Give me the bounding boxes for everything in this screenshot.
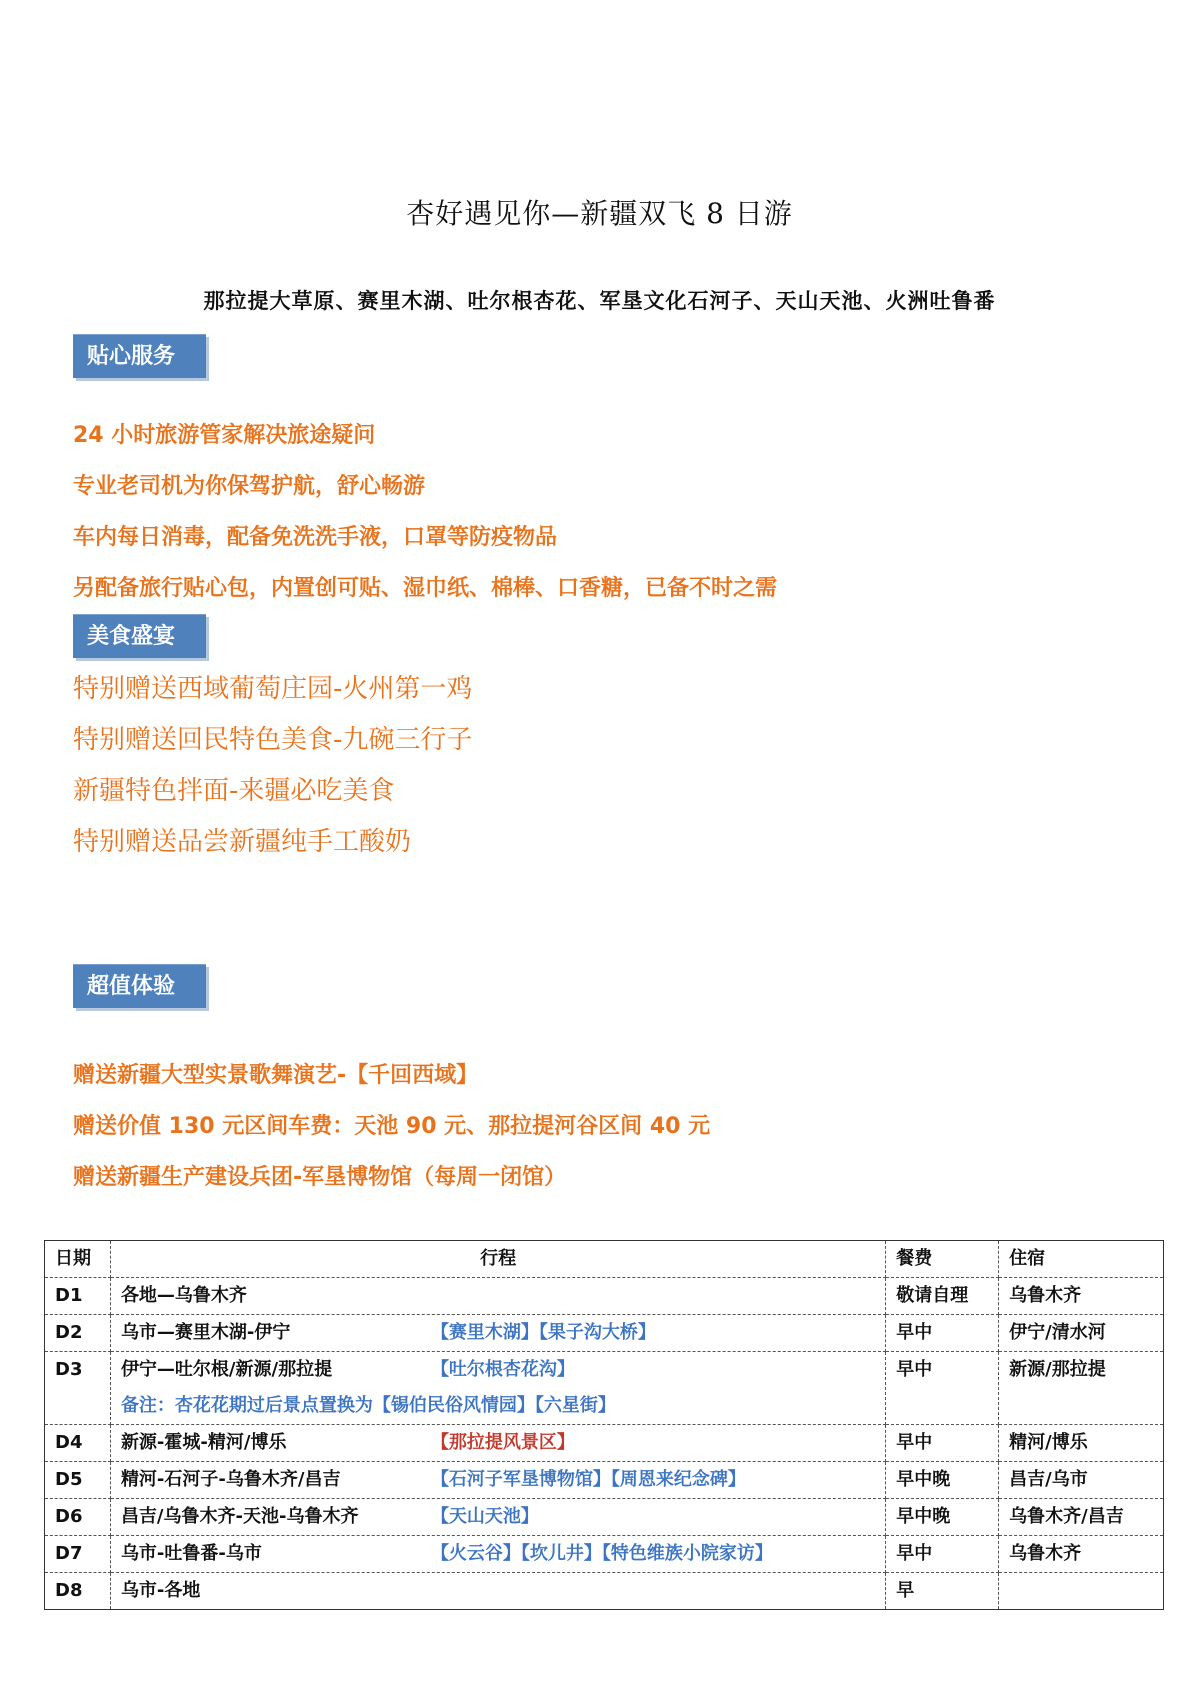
row-route: 各地—乌鲁木齐 [120, 1285, 247, 1306]
service-list [73, 410, 777, 614]
list-item: 特别赠送回民特色美食-九碗三行子 [73, 725, 473, 755]
row-day: D7 [45, 1536, 111, 1573]
row-route: 乌市-吐鲁番-乌市 [120, 1543, 262, 1564]
header-stay: 住宿 [999, 1241, 1164, 1278]
row-route: 伊宁—吐尔根/新源/那拉提 [120, 1359, 333, 1380]
row-stay: 乌鲁木齐/昌吉 [999, 1499, 1164, 1536]
food-list [73, 664, 472, 868]
list-item: 车内每日消毒，配备免洗洗手液，口罩等防疫物品 [73, 525, 558, 550]
list-item: 专业老司机为你保驾护航，舒心畅游 [73, 474, 426, 499]
page-title: 杏好遇见你—新疆双飞 8 日游 [406, 197, 793, 230]
header-route: 行程 [110, 1241, 885, 1278]
row-route: 乌市—赛里木湖-伊宁 [120, 1322, 291, 1343]
table-header-row [45, 1241, 1164, 1278]
header-day: 日期 [45, 1241, 111, 1278]
list-item: 24 小时旅游管家解决旅途疑问 [73, 423, 376, 448]
row-day: D4 [45, 1425, 111, 1462]
row-stay: 新源/那拉提 [999, 1352, 1164, 1425]
row-day: D6 [45, 1499, 111, 1536]
row-sights: 【赛里木湖】【果子沟大桥】 [430, 1322, 656, 1343]
row-day: D1 [45, 1278, 111, 1315]
section-tag-value: 超值体验 [73, 964, 206, 1008]
row-meals: 敬请自理 [886, 1278, 999, 1315]
row-sights: 【天山天池】 [430, 1506, 539, 1527]
row-meals: 早中晚 [886, 1499, 999, 1536]
row-stay: 乌鲁木齐 [999, 1278, 1164, 1315]
row-day: D3 [45, 1352, 111, 1425]
row-stay: 昌吉/乌市 [999, 1462, 1164, 1499]
list-item: 另配备旅行贴心包，内置创可贴、湿巾纸、棉棒、口香糖，已备不时之需 [73, 576, 778, 601]
header-meals: 餐费 [886, 1241, 999, 1278]
row-meals: 早中晚 [886, 1462, 999, 1499]
list-item: 赠送新疆生产建设兵团-军垦博物馆（每周一闭馆） [73, 1165, 567, 1190]
table-row [45, 1573, 1164, 1610]
row-meals: 早 [886, 1573, 999, 1610]
table-row [45, 1536, 1164, 1573]
row-meals: 早中 [886, 1536, 999, 1573]
list-item: 特别赠送品尝新疆纯手工酸奶 [73, 827, 412, 857]
row-sights: 【那拉提风景区】 [430, 1432, 575, 1453]
row-day: D5 [45, 1462, 111, 1499]
row-day: D8 [45, 1573, 111, 1610]
row-meals: 早中 [886, 1352, 999, 1425]
list-item: 赠送价值 130 元区间车费：天池 90 元、那拉提河谷区间 40 元 [73, 1114, 711, 1139]
row-route: 乌市-各地 [120, 1580, 201, 1601]
row-route: 昌吉/乌鲁木齐-天池-乌鲁木齐 [120, 1506, 359, 1527]
list-item: 特别赠送西域葡萄庄园-火州第一鸡 [73, 674, 473, 704]
table-row [45, 1499, 1164, 1536]
itinerary-table [44, 1240, 1164, 1610]
row-stay: 乌鲁木齐 [999, 1536, 1164, 1573]
row-day: D2 [45, 1315, 111, 1352]
section-tag-food: 美食盛宴 [73, 614, 206, 658]
page-subtitle: 那拉提大草原、赛里木湖、吐尔根杏花、军垦文化石河子、天山天池、火洲吐鲁番 [203, 289, 996, 313]
table-row [45, 1315, 1164, 1352]
row-note: 备注：杏花花期过后景点置换为【锡伯民俗风情园】【六星街】 [120, 1395, 616, 1416]
section-tag-service: 贴心服务 [73, 334, 206, 378]
row-route: 精河-石河子-乌鲁木齐/昌吉 [120, 1469, 341, 1490]
list-item: 赠送新疆大型实景歌舞演艺-【千回西域】 [73, 1063, 479, 1088]
list-item: 新疆特色拌面-来疆必吃美食 [73, 776, 395, 806]
row-stay [999, 1573, 1164, 1610]
row-sights: 【石河子军垦博物馆】【周恩来纪念碑】 [430, 1469, 746, 1490]
table-row [45, 1425, 1164, 1462]
value-list [73, 1050, 710, 1203]
row-meals: 早中 [886, 1315, 999, 1352]
row-sights: 【火云谷】【坎儿井】【特色维族小院家访】 [430, 1543, 773, 1564]
row-route: 新源-霍城-精河/博乐 [120, 1432, 287, 1453]
table-row [45, 1352, 1164, 1425]
row-meals: 早中 [886, 1425, 999, 1462]
table-row [45, 1462, 1164, 1499]
row-stay: 精河/博乐 [999, 1425, 1164, 1462]
row-stay: 伊宁/清水河 [999, 1315, 1164, 1352]
table-row [45, 1278, 1164, 1315]
row-sights: 【吐尔根杏花沟】 [430, 1359, 575, 1380]
